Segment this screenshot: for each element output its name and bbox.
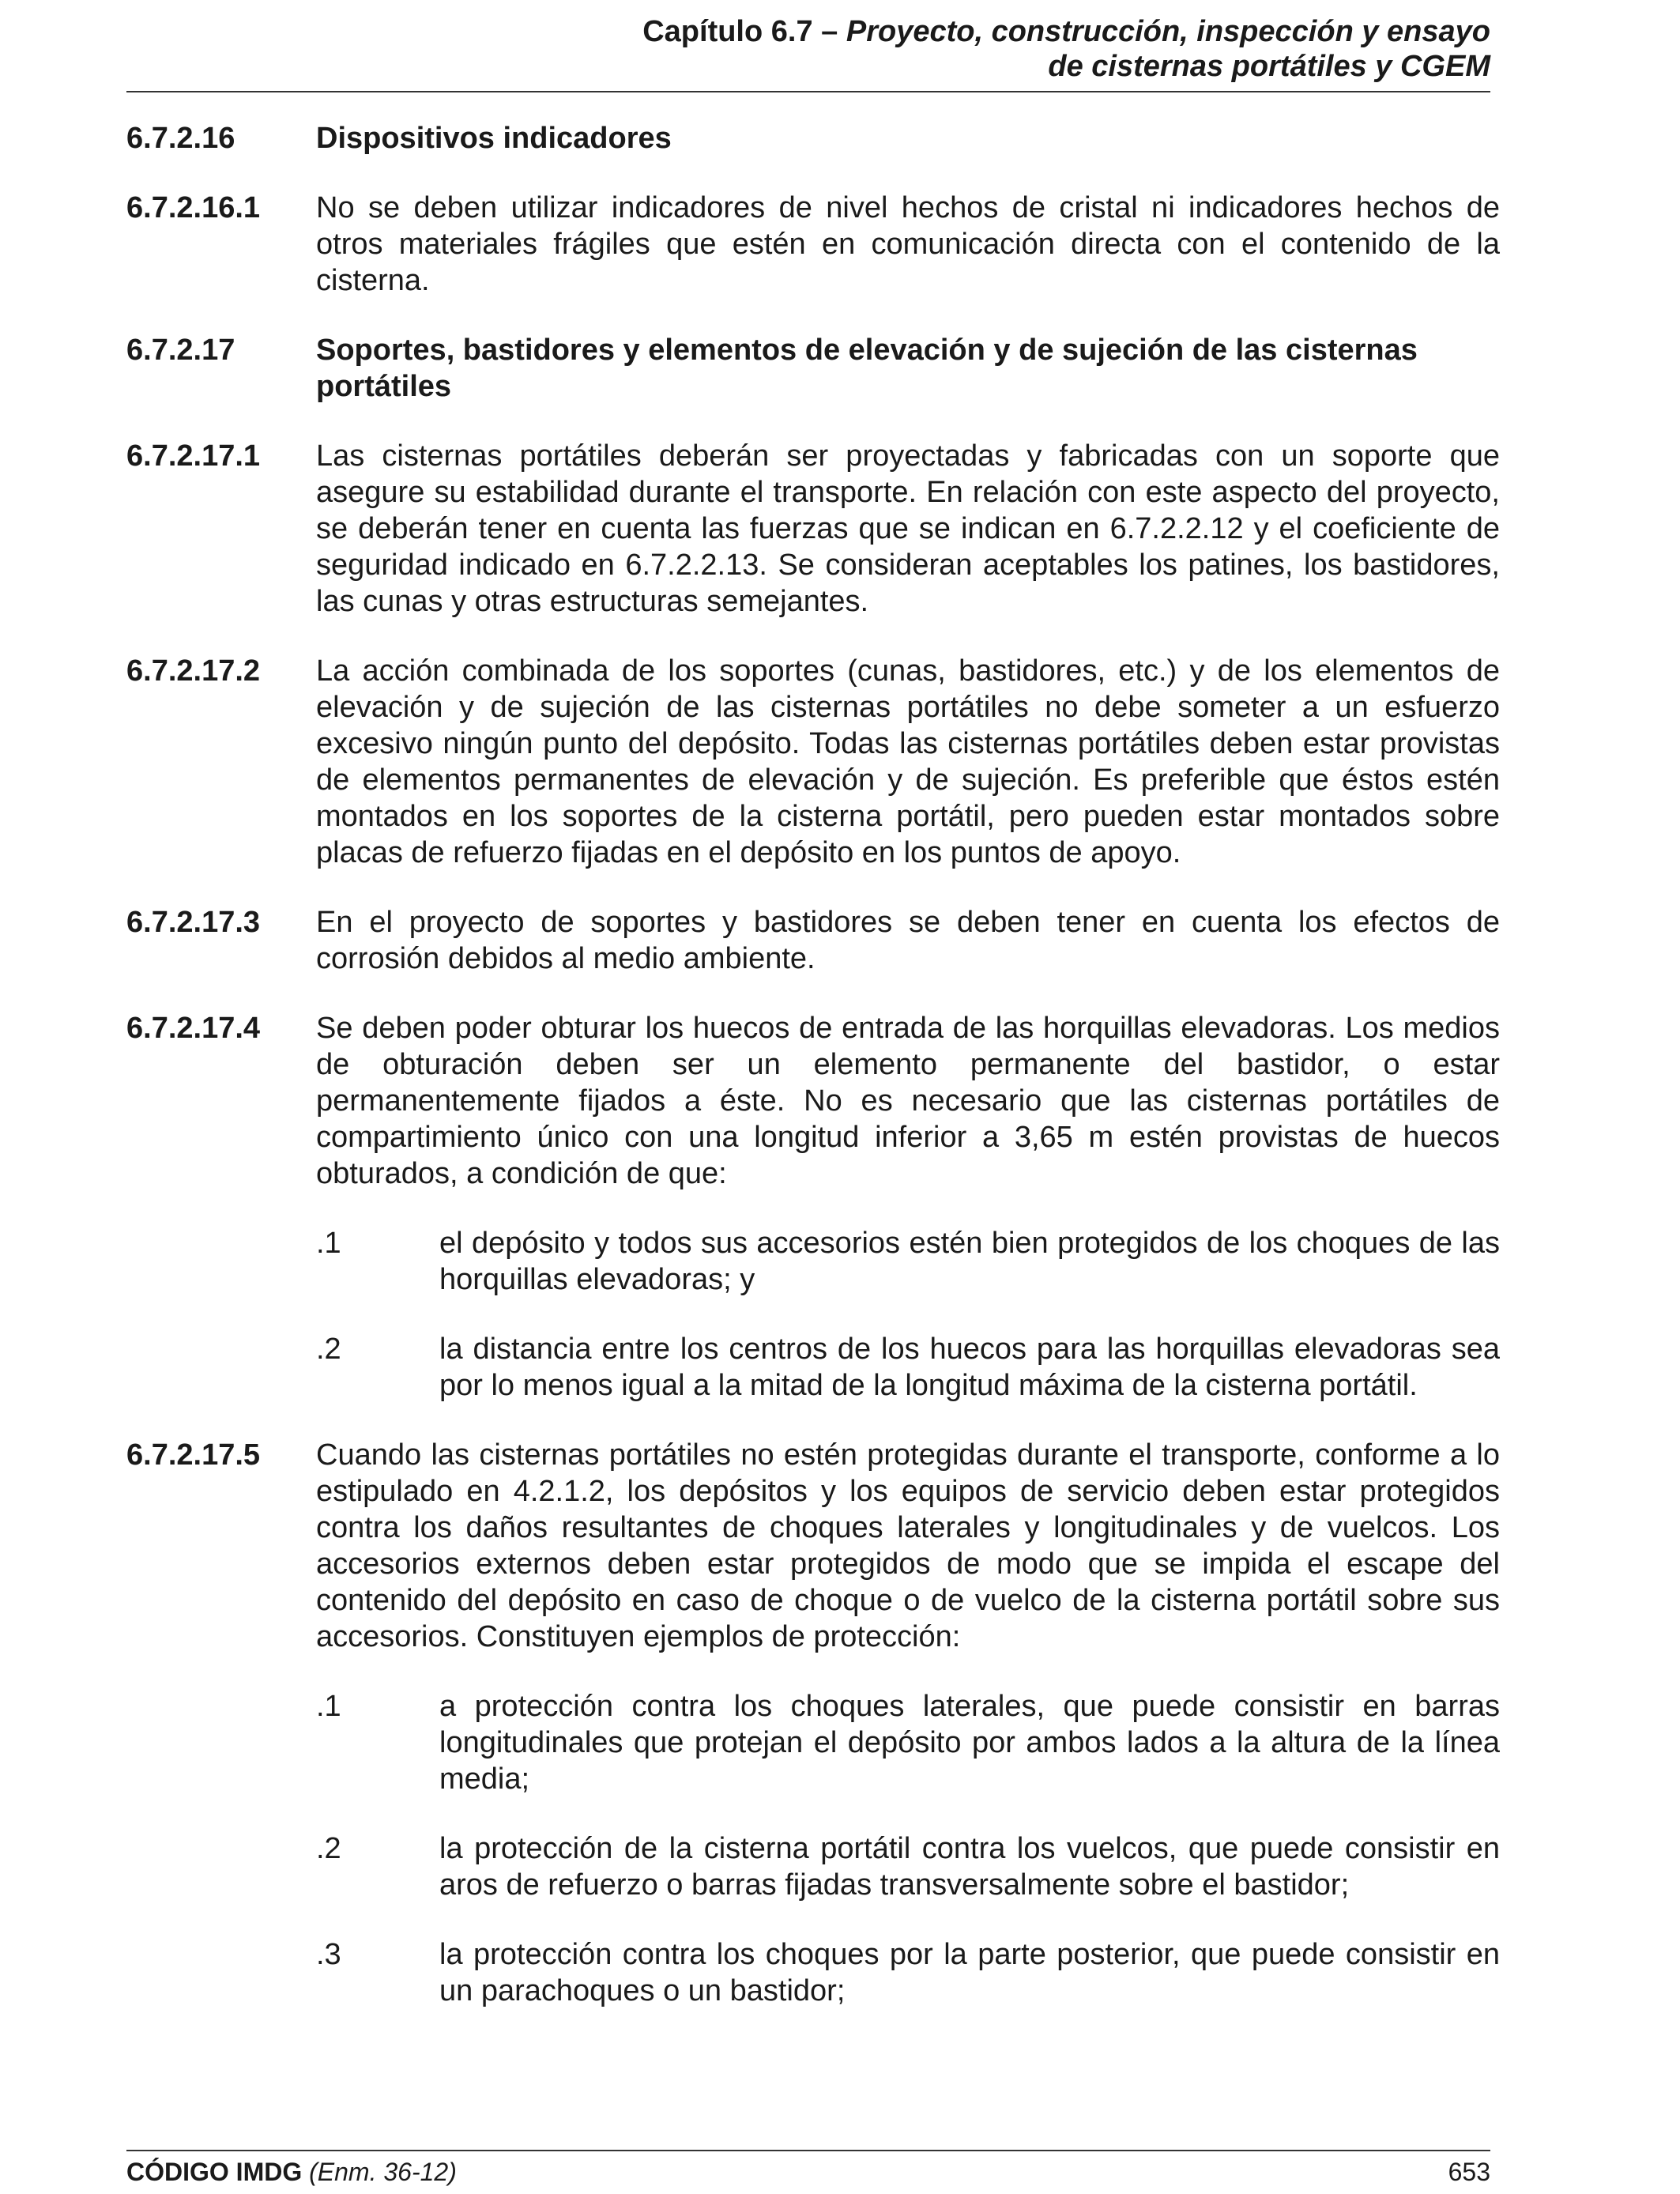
section-6-7-2-17 bbox=[126, 332, 1500, 405]
section-text: Cuando las cisternas portátiles no estén protegidas durante el transporte, conforme a lo estipulado en 4.2.1.2, los depósitos y los equipos de servicio deben estar protegidos contra los daños resultantes de choques laterales y longitudinales y de vuelcos. Los accesorios externos deben estar protegidos de modo que se impida el escape del contenido del depósito en caso de choque o de vuelco de la cisterna portátil sobre sus accesorios. Constituyen ejemplos de protección: bbox=[316, 1438, 1500, 1653]
item-text: a protección contra los choques laterales, que puede consistir en barras longitudinales que protejan el depósito por ambos lados a la altura de la línea media; bbox=[439, 1690, 1500, 1796]
list-item bbox=[316, 1688, 1500, 1797]
section-number: 6.7.2.17.5 bbox=[126, 1438, 261, 1472]
chapter-number: Capítulo 6.7 – bbox=[642, 15, 838, 48]
section-number: 6.7.2.17.1 bbox=[126, 439, 261, 473]
section-number: 6.7.2.17.4 bbox=[126, 1012, 261, 1045]
section-6-7-2-17-5 bbox=[126, 1437, 1500, 2009]
section-number: 6.7.2.17.2 bbox=[126, 654, 261, 688]
footer-divider bbox=[126, 2150, 1490, 2151]
section-number: 6.7.2.17 bbox=[126, 334, 235, 367]
page-footer bbox=[126, 2156, 1490, 2188]
section-text: Las cisternas portátiles deberán ser proyectadas y fabricadas con un soporte que asegure su estabilidad durante el transporte. En relación con este aspecto del proyecto, se deberán tener en cuenta las fuerzas que se indican en 6.7.2.2.12 y el coeficiente de seguridad indicado en 6.7.2.2.13. Se consideran aceptables los patines, los bastidores, las cunas y otras estructuras semejantes. bbox=[316, 439, 1500, 618]
section-heading: Dispositivos indicadores bbox=[316, 122, 672, 155]
chapter-header bbox=[126, 14, 1490, 84]
chapter-title-line-2: de cisternas portátiles y CGEM bbox=[1048, 50, 1490, 83]
page-number: 653 bbox=[1448, 2158, 1490, 2186]
section-text: En el proyecto de soportes y bastidores se deben tener en cuenta los efectos de corrosión debidos al medio ambiente. bbox=[316, 906, 1500, 975]
section-6-7-2-17-1 bbox=[126, 438, 1500, 620]
code-name: CÓDIGO IMDG bbox=[126, 2158, 303, 2186]
list-item bbox=[316, 1936, 1500, 2009]
section-number: 6.7.2.16.1 bbox=[126, 191, 261, 224]
header-line-1 bbox=[126, 14, 1490, 49]
section-number: 6.7.2.16 bbox=[126, 122, 235, 155]
header-line-2 bbox=[126, 49, 1490, 84]
item-marker: .2 bbox=[316, 1333, 341, 1366]
section-number: 6.7.2.17.3 bbox=[126, 906, 261, 939]
item-text: el depósito y todos sus accesorios estén bien protegidos de los choques de las horquillas elevadoras; y bbox=[439, 1227, 1500, 1296]
list-item bbox=[316, 1225, 1500, 1298]
item-list bbox=[316, 1225, 1500, 1404]
section-6-7-2-17-3 bbox=[126, 904, 1500, 977]
item-marker: .3 bbox=[316, 1938, 341, 1971]
amendment-label: (Enm. 36-12) bbox=[309, 2158, 457, 2186]
section-text: La acción combinada de los soportes (cunas, bastidores, etc.) y de los elementos de elevación y de sujeción de las cisternas portátiles no debe someter a un esfuerzo excesivo ningún punto del depósito. Todas las cisternas portátiles deben estar provistas de elementos permanentes de elevación y de sujeción. Es preferible que éstos estén montados en los soportes de la cisterna portátil, pero pueden estar montados sobre placas de refuerzo fijadas en el depósito en los puntos de apoyo. bbox=[316, 654, 1500, 869]
item-text: la distancia entre los centros de los huecos para las horquillas elevadoras sea por lo menos igual a la mitad de la longitud máxima de la cisterna portátil. bbox=[439, 1333, 1500, 1402]
list-item bbox=[316, 1830, 1500, 1903]
section-heading: Soportes, bastidores y elementos de elevación y de sujeción de las cisternas portátiles bbox=[316, 334, 1418, 403]
item-list bbox=[316, 1688, 1500, 2009]
item-text: la protección de la cisterna portátil contra los vuelcos, que puede consistir en aros de refuerzo o barras fijadas transversalmente sobre el bastidor; bbox=[439, 1832, 1500, 1902]
section-6-7-2-16-1 bbox=[126, 190, 1500, 299]
section-text: No se deben utilizar indicadores de nivel hechos de cristal ni indicadores hechos de otros materiales frágiles que estén en comunicación directa con el contenido de la cisterna. bbox=[316, 191, 1500, 297]
section-6-7-2-16 bbox=[126, 120, 1500, 156]
list-item bbox=[316, 1331, 1500, 1404]
section-6-7-2-17-2 bbox=[126, 653, 1500, 871]
section-6-7-2-17-4 bbox=[126, 1010, 1500, 1404]
item-text: la protección contra los choques por la parte posterior, que puede consistir en un parachoques o un bastidor; bbox=[439, 1938, 1500, 2007]
item-marker: .1 bbox=[316, 1690, 341, 1723]
footer-label bbox=[126, 2156, 457, 2188]
document-body bbox=[126, 120, 1500, 2042]
chapter-title-line-1: Proyecto, construcción, inspección y ensayo bbox=[846, 15, 1490, 48]
item-marker: .2 bbox=[316, 1832, 341, 1865]
item-marker: .1 bbox=[316, 1227, 341, 1260]
header-divider bbox=[126, 91, 1490, 92]
section-text: Se deben poder obturar los huecos de entrada de las horquillas elevadoras. Los medios de obturación deben ser un elemento permanente del bastidor, o estar permanentemente fijados a éste. No es necesario que las cisternas portátiles de compartimiento único con una longitud inferior a 3,65 m estén provistas de huecos obturados, a condición de que: bbox=[316, 1012, 1500, 1190]
